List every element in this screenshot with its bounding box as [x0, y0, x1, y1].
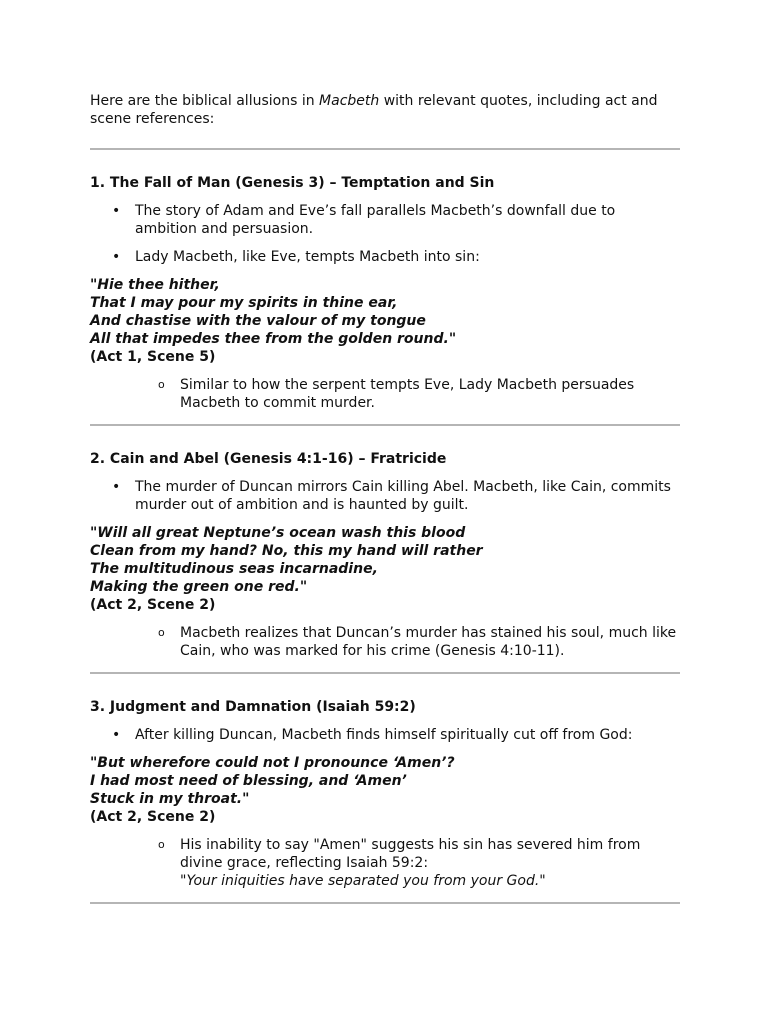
section-heading: 1. The Fall of Man (Genesis 3) – Temptation and Sin [90, 175, 495, 191]
sub-list-item [90, 376, 680, 412]
list-item-text: The story of Adam and Eve’s fall parallels Macbeth’s downfall due to ambition and persuasion. [135, 203, 616, 237]
list-item [90, 202, 680, 238]
section-heading: 2. Cain and Abel (Genesis 4:1-16) – Fratricide [90, 451, 447, 467]
intro-play-title: Macbeth [319, 93, 380, 109]
sub-list-item-text: Similar to how the serpent tempts Eve, Lady Macbeth persuades Macbeth to commit murder. [180, 377, 635, 411]
sub-bullet-list [90, 376, 680, 412]
list-item-text: Lady Macbeth, like Eve, tempts Macbeth into sin: [135, 249, 480, 265]
quote-block [90, 276, 680, 366]
sub-bullet-list [90, 836, 680, 890]
quote-line: The multitudinous seas incarnadine, [90, 561, 378, 577]
quote-block [90, 524, 680, 614]
divider [90, 902, 680, 904]
quote-line: "Hie thee hither, [90, 277, 220, 293]
quote-reference: (Act 2, Scene 2) [90, 809, 216, 825]
quote-line: That I may pour my spirits in thine ear, [90, 295, 398, 311]
quote-block [90, 754, 680, 826]
list-item [90, 478, 680, 514]
section-judgment-and-damnation [90, 674, 680, 890]
intro-paragraph [90, 92, 680, 128]
sub-bullet-list [90, 624, 680, 660]
circle-bullet-icon: o [158, 378, 165, 391]
list-item [90, 726, 680, 744]
isaiah-quote-close: " [539, 873, 546, 889]
list-item [90, 248, 680, 266]
section-fall-of-man [90, 150, 680, 412]
sub-list-item [90, 836, 680, 890]
bullet-icon: • [112, 727, 121, 743]
quote-line: All that impedes thee from the golden round." [90, 331, 457, 347]
quote-line: Clean from my hand? No, this my hand will rather [90, 543, 483, 559]
list-item-text: After killing Duncan, Macbeth finds himself spiritually cut off from God: [135, 727, 633, 743]
circle-bullet-icon: o [158, 626, 165, 639]
quote-line: "But wherefore could not I pronounce ‘Amen’? [90, 755, 455, 771]
section-heading: 3. Judgment and Damnation (Isaiah 59:2) [90, 699, 416, 715]
intro-text-after: with relevant quotes, including act and scene references: [90, 93, 658, 127]
quote-line: Making the green one red." [90, 579, 308, 595]
intro-text-before: Here are the biblical allusions in [90, 93, 320, 109]
sub-list-item [90, 624, 680, 660]
quote-reference: (Act 2, Scene 2) [90, 597, 216, 613]
bullet-list [90, 726, 680, 744]
quote-reference: (Act 1, Scene 5) [90, 349, 216, 365]
isaiah-quote-open: " [180, 873, 187, 889]
quote-line: I had most need of blessing, and ‘Amen’ [90, 773, 407, 789]
bullet-icon: • [112, 203, 121, 219]
bullet-icon: • [112, 479, 121, 495]
quote-line: Stuck in my throat." [90, 791, 250, 807]
isaiah-quote: Your iniquities have separated you from your God. [186, 873, 540, 889]
bullet-list [90, 202, 680, 266]
list-item-text: The murder of Duncan mirrors Cain killing Abel. Macbeth, like Cain, commits murder out of ambition and is haunted by guilt. [135, 479, 671, 513]
document-content [90, 92, 680, 904]
circle-bullet-icon: o [158, 838, 165, 851]
quote-line: "Will all great Neptune’s ocean wash this blood [90, 525, 466, 541]
sub-list-item-text: Macbeth realizes that Duncan’s murder has stained his soul, much like Cain, who was marked for his crime (Genesis 4:10-11). [180, 625, 677, 659]
bullet-list [90, 478, 680, 514]
bullet-icon: • [112, 249, 121, 265]
quote-line: And chastise with the valour of my tongue [90, 313, 426, 329]
section-cain-and-abel [90, 426, 680, 660]
sub-list-item-text: His inability to say "Amen" suggests his sin has severed him from divine grace, reflecting Isaiah 59:2: [180, 837, 641, 871]
